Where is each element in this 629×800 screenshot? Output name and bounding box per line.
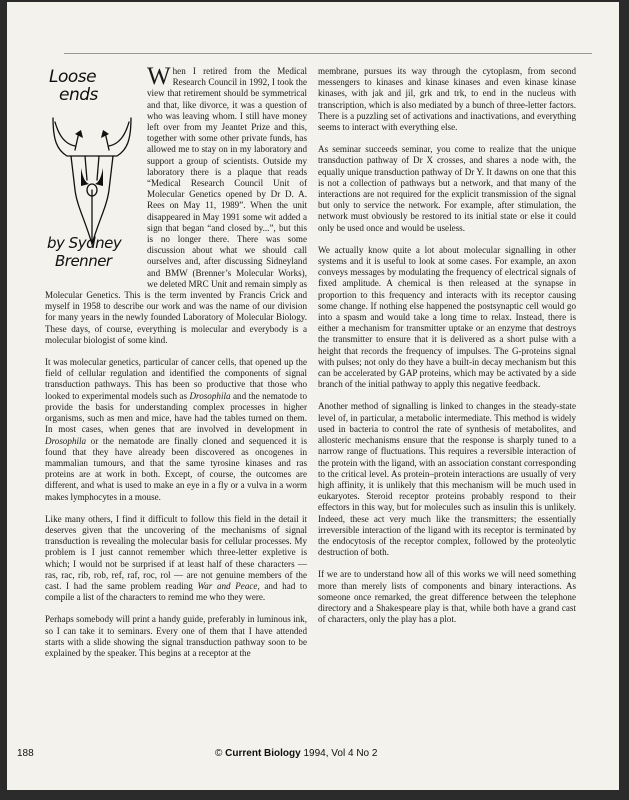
article-paragraph-9: If we are to understand how all of this works we will need something more than merely lists of components and binary interactions. As someone once remarked, the great difference between the telephone directory and a Shakespeare play is that, while both have a grand cast of characters, only the play has a plot. xyxy=(318,569,576,625)
article-paragraph-5: membrane, pursues its way through the cytoplasm, from second messengers to kinases and kinase kinases and even kinase kinase kinases, with jak and jil, grk and trk, to end in the nucleus with transcription, which is also mediated by a bunch of three-letter factors. There is a puzzling set of activations and inactivations, and everything seems to interact with everything else. xyxy=(318,66,576,133)
article-paragraph-6: As seminar succeeds seminar, you come to realize that the unique transduction pathway of Dr X crosses, and shares a node with, the equally unique transduction pathway of Dr Y. It dawns on one that this is not a collection of pathways but a network, and that many of the interactions are not required for the explicit transmission of the signal but only to service the network. For example, after stimulation, the network must obviously be restored to its initial state or else it could only be used once and would be useless. xyxy=(318,144,576,233)
drop-cap: W xyxy=(147,63,171,90)
paragraph-2-italic-a: Drosophila xyxy=(189,390,231,401)
article-paragraph-2 xyxy=(45,357,307,503)
journal-citation xyxy=(215,748,377,759)
left-column xyxy=(45,63,307,659)
issue-info: 1994, Vol 4 No 2 xyxy=(300,748,378,759)
paragraph-3-italic: War and Peace, xyxy=(197,580,260,591)
page-number: 188 xyxy=(17,748,34,759)
byline-line1: by Sydney xyxy=(47,234,122,252)
article-paragraph-7: We actually know quite a lot about molecular signalling in other systems and it is useful to look at some cases. For example, an axon conveys messages by modulating the frequency of electrical signals of fixed amplitude. A chemical is then released at the synapse in proportion to this frequency and interacts with its receptor causing some change. If nothing else happened the postsynaptic cell would go into a spasm and would take a long time to relax. Instead, there is either a mechanism for transmitter uptake or an enzyme that destroys the transmitter to ensure that it is delivered as a short pulse with a height that records the frequency of impulses. The G-proteins signal with pulses; not only do they have a built-in decay mechanism but this can be accelerated by GAP proteins, which may be activated by a side branch of the initial pathway to apply this negative feedback. xyxy=(318,244,576,390)
article-paragraph-3 xyxy=(45,514,307,604)
column-title-line1: Loose xyxy=(49,67,97,87)
paragraph-1-text: hen I retired from the Medical Research Council in 1992, I took the view that retirement should be symmetrical and that, like divorce, it was a question of who was leaving whom. I still have money left over from my Jeantet Prize and this, together with some other private funds, has allowed me to stay on in my laboratory and support a group of scientists. Outside my laboratory there is a plaque that reads “Medical Research Council Unit of Molecular Genetics opened by Dr D. A. Rees on May 11, 1989”. When the unit disappeared in May 1991 some wit added a sign that began “and closed by...”, but this is no longer there. There was some discussion about what we should call ourselves and, after discussing Sidneyland and BMW (Brenner’s Molecular Works), we deleted MRC Unit and remain simply as Molecular Genetics. This is the term invented by Francis Crick and myself in 1958 to describe our work and was the name of our division for many years in the newly founded Laboratory of Molecular Biology. These days, of course, everything is molecular and everybody is a molecular biologist of some kind. xyxy=(45,66,307,345)
column-title-line2: ends xyxy=(59,85,98,105)
journal-page xyxy=(7,2,619,790)
paragraph-3-text-b: and had to compile a list of the characters to remind me who they were. xyxy=(45,580,307,603)
paragraph-2-text-c: or the nematode are finally cloned and sequenced it is found that they have already been discovered as oncogenes in mammalian tumours, and that the same tyrosine kinases and ras proteins are at work in both. Except, of course, the outcomes are different, and what is used to make an eye in a fly or a vulva in a worm makes lymphocytes in a mouse. xyxy=(45,435,307,502)
paragraph-3-text-a: Like many others, I find it difficult to follow this field in the detail it deserves given that the uncovering of the mechanisms of signal transduction is revealing the molecular basis for cellular processes. My problem is I just cannot remember which three-letter expletive is which; I would not be surprised if at least half of these characters — ras, rac, rib, rob, ref, raf, roc, rol — are not genuine members of the cast. I had the same problem reading xyxy=(45,513,307,591)
article-paragraph-4: Perhaps somebody will print a handy guide, preferably in luminous ink, so I can take it to seminars. Every one of them that I have attended starts with a slide showing the signal transduction pathway soon to be explained by the speaker. This begins at a receptor at the xyxy=(45,614,307,658)
article-paragraph-8: Another method of signalling is linked to changes in the steady-state level of, in particular, a metabolic intermediate. This method is widely used in bacteria to control the rate of synthesis of metabolites, and allosteric mechanisms ensure that the response is sharply tuned to a narrow range of fluctuations. This requires a reversible interaction of the protein with the ligand, with an association constant corresponding to the critical level. As protein–protein interactions are usually of very high affinity, it is unlikely that this mechanism will be much used in eukaryotes. Steroid receptor proteins probably respond to their effectors in this way, but for molecules such as insulin this is unlikely. Indeed, these act very much like the transmitters; the essentially irreversible interaction of the ligand with its receptor is terminated by the endocytosis of the receptor complex, followed by the proteolytic destruction of both. xyxy=(318,401,576,558)
paragraph-2-text-b: and the nematode to provide the basis for understanding complex processes in higher organisms, such as men and mice, have had the tables turned on them. In most cases, when genes that are involved in development in xyxy=(45,390,307,435)
paragraph-2-text-a: It was molecular genetics, particular of cancer cells, that opened up the field of cellular regulation and identified the components of signal transduction pathways. This has been so productive that those who looked to experimental models such as xyxy=(45,357,307,401)
right-column xyxy=(318,66,576,625)
top-rule xyxy=(64,53,592,54)
paragraph-2-italic-b: Drosophila xyxy=(45,435,87,446)
byline-line2: Brenner xyxy=(55,252,112,270)
copyright-symbol: © xyxy=(215,748,223,759)
column-logo-illustration xyxy=(45,66,143,284)
journal-name: Current Biology xyxy=(225,748,301,759)
